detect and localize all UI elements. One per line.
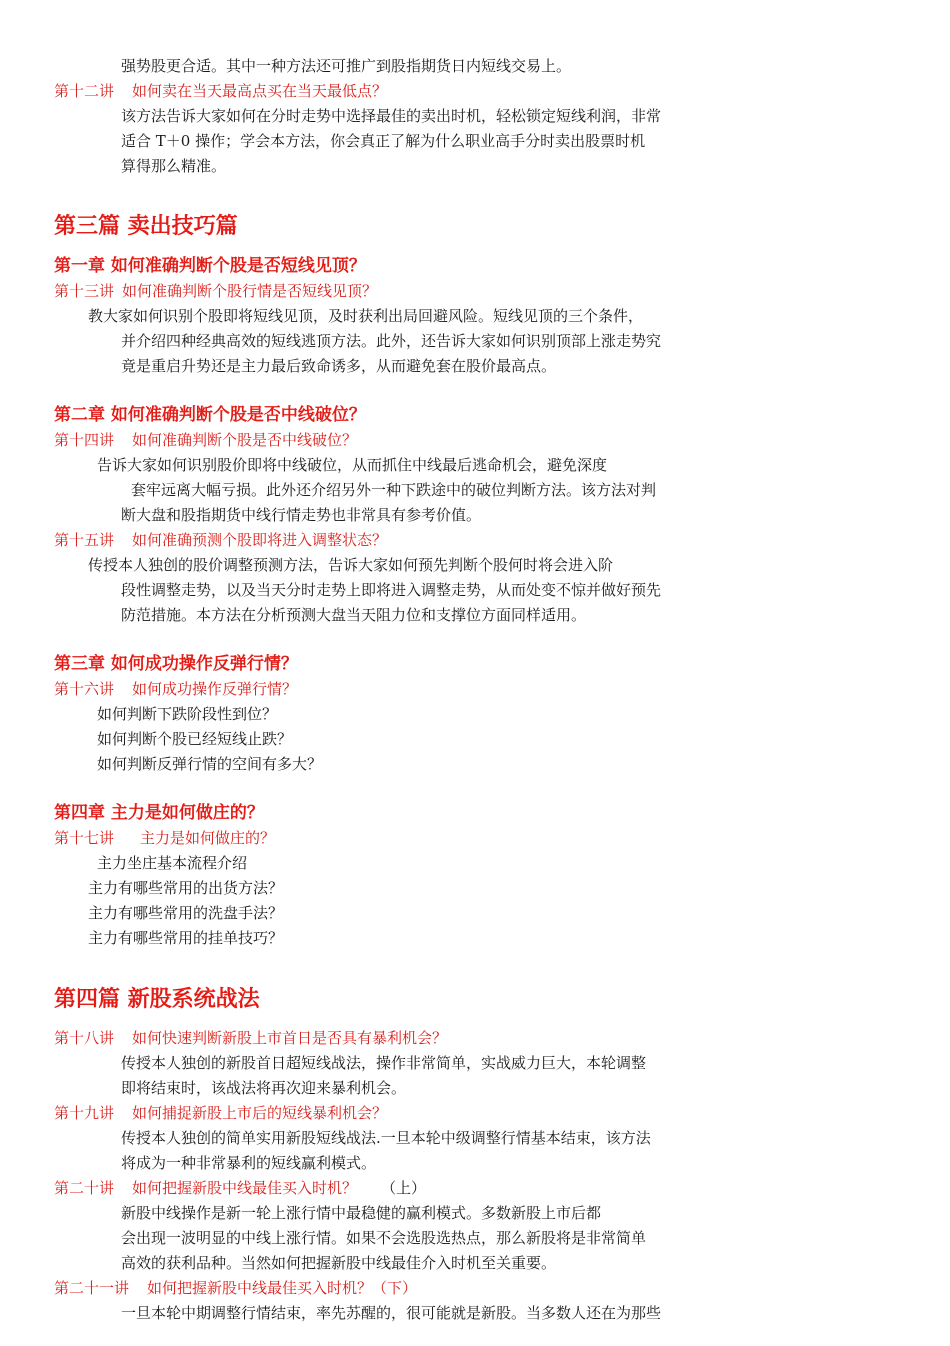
lecture-number: 第二十一讲 xyxy=(54,1279,130,1297)
list-item: 主力有哪些常用的出货方法？ xyxy=(88,879,284,897)
lecture-heading xyxy=(54,430,357,450)
lecture-title: 主力是如何做庄的？ xyxy=(140,829,276,847)
lecture-number: 第十三讲 xyxy=(54,282,115,300)
text-line: 强势股更合适。其中一种方法还可推广到股指期货日内短线交易上。 xyxy=(121,57,572,75)
chapter-title: 第一章 如何准确判断个股是否短线见顶？ xyxy=(54,256,366,276)
text-line: 告诉大家如何识别股价即将中线破位，从而抓住中线最后逃命机会，避免深度 xyxy=(97,456,608,474)
text-line: 传授本人独创的股价调整预测方法，告诉大家如何预先判断个股何时将会进入阶 xyxy=(88,556,614,574)
lecture-title: 如何快速判断新股上市首日是否具有暴利机会？ xyxy=(132,1029,448,1047)
lecture-title: 如何卖在当天最高点买在当天最低点？ xyxy=(132,82,388,100)
lecture-heading xyxy=(54,1178,426,1198)
list-item: 如何判断个股已经短线止跌？ xyxy=(97,730,293,748)
lecture-number: 第十八讲 xyxy=(54,1029,115,1047)
list-item: 如何判断下跌阶段性到位？ xyxy=(97,705,278,723)
text-line: 高效的获利品种。当然如何把握新股中线最佳介入时机至关重要。 xyxy=(121,1254,557,1272)
list-item: 如何判断反弹行情的空间有多大？ xyxy=(97,755,323,773)
lecture-number: 第十九讲 xyxy=(54,1104,115,1122)
text-line: 段性调整走势，以及当天分时走势上即将进入调整走势，从而处变不惊并做好预先 xyxy=(121,581,662,599)
part-title: 第三篇 卖出技巧篇 xyxy=(54,214,238,239)
lecture-heading xyxy=(54,1278,417,1298)
text-line: 即将结束时，该战法将再次迎来暴利机会。 xyxy=(121,1079,407,1097)
lecture-title: 如何准确判断个股是否中线破位？ xyxy=(132,431,358,449)
list-item: 主力有哪些常用的洗盘手法？ xyxy=(88,904,284,922)
text-line: 竟是重启升势还是主力最后致命诱多，从而避免套在股价最高点。 xyxy=(121,357,557,375)
text-line: 新股中线操作是新一轮上涨行情中最稳健的赢利模式。多数新股上市后都 xyxy=(121,1204,602,1222)
text-line: 防范措施。本方法在分析预测大盘当天阻力位和支撑位方面同样适用。 xyxy=(121,606,587,624)
text-line: 教大家如何识别个股即将短线见顶，及时获利出局回避风险。短线见顶的三个条件， xyxy=(88,307,644,325)
lecture-heading xyxy=(54,1028,447,1048)
lecture-heading xyxy=(54,530,387,550)
list-item: 主力有哪些常用的挂单技巧？ xyxy=(88,929,284,947)
text-line: 断大盘和股指期货中线行情走势也非常具有参考价值。 xyxy=(121,506,482,524)
lecture-number: 第十四讲 xyxy=(54,431,115,449)
text-line: 套牢远离大幅亏损。此外还介绍另外一种下跌途中的破位判断方法。该方法对判 xyxy=(131,481,657,499)
list-item: 主力坐庄基本流程介绍 xyxy=(97,854,248,872)
lecture-title: 如何把握新股中线最佳买入时机？ xyxy=(147,1279,373,1297)
lecture-number: 第十五讲 xyxy=(54,531,115,549)
lecture-part-label: （下） xyxy=(372,1279,418,1297)
chapter-title: 第三章 如何成功操作反弹行情？ xyxy=(54,654,298,674)
lecture-heading xyxy=(54,281,377,301)
text-line: 传授本人独创的简单实用新股短线战法.一旦本轮中级调整行情基本结束，该方法 xyxy=(121,1129,651,1147)
chapter-title: 第二章 如何准确判断个股是否中线破位？ xyxy=(54,405,366,425)
part-title: 第四篇 新股系统战法 xyxy=(54,987,260,1012)
lecture-title: 如何成功操作反弹行情？ xyxy=(132,680,298,698)
text-line: 并介绍四种经典高效的短线逃顶方法。此外，还告诉大家如何识别顶部上涨走势究 xyxy=(121,332,662,350)
chapter-title: 第四章 主力是如何做庄的？ xyxy=(54,803,264,823)
lecture-number: 第十六讲 xyxy=(54,680,115,698)
lecture-heading xyxy=(54,828,275,848)
text-line: 一旦本轮中期调整行情结束，率先苏醒的，很可能就是新股。当多数人还在为那些 xyxy=(121,1304,662,1322)
lecture-title: 如何准确判断个股行情是否短线见顶？ xyxy=(122,282,378,300)
lecture-number: 第十七讲 xyxy=(54,829,115,847)
lecture-title: 如何把握新股中线最佳买入时机？ xyxy=(132,1179,358,1197)
text-line: 将成为一种非常暴利的短线赢利模式。 xyxy=(121,1154,377,1172)
lecture-heading xyxy=(54,1103,387,1123)
text-line: 适合 T＋0 操作；学会本方法，你会真正了解为什么职业高手分时卖出股票时机 xyxy=(121,132,646,150)
text-line: 传授本人独创的新股首日超短线战法，操作非常简单，实战威力巨大，本轮调整 xyxy=(121,1054,647,1072)
lecture-part-label: （上） xyxy=(381,1179,427,1197)
lecture-title: 如何捕捉新股上市后的短线暴利机会？ xyxy=(132,1104,388,1122)
text-line: 算得那么精准。 xyxy=(121,157,227,175)
lecture-title: 如何准确预测个股即将进入调整状态？ xyxy=(132,531,388,549)
lecture-number: 第二十讲 xyxy=(54,1179,115,1197)
lecture-heading xyxy=(54,679,297,699)
text-line: 该方法告诉大家如何在分时走势中选择最佳的卖出时机，轻松锁定短线利润，非常 xyxy=(121,107,662,125)
lecture-number: 第十二讲 xyxy=(54,82,115,100)
lecture-heading xyxy=(54,81,387,101)
text-line: 会出现一波明显的中线上涨行情。如果不会选股选热点，那么新股将是非常简单 xyxy=(121,1229,647,1247)
